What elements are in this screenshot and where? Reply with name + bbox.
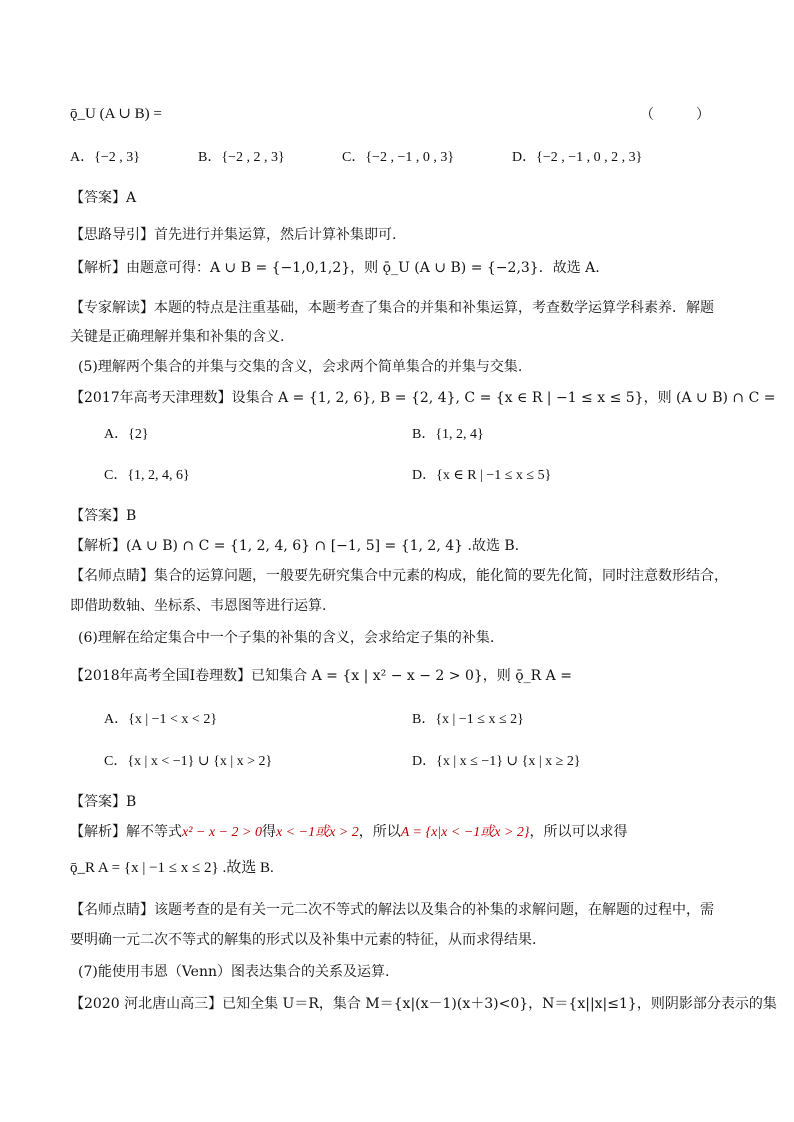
q2-option-c: C．{1, 2, 4, 6} bbox=[104, 468, 190, 483]
q2-answer: 【答案】B bbox=[70, 508, 137, 524]
q1-guide: 【思路导引】首先进行并集运算，然后计算补集即可. bbox=[70, 227, 397, 243]
q3-analysis-line2: ǭ_R A = {x | −1 ≤ x ≤ 2} .故选 B. bbox=[70, 860, 274, 876]
q4-stem: 【2020 河北唐山高三】已知全集 U＝R，集合 M＝{x|(x－1)(x＋3)<0}，N＝{x||x|≤1}，则阴影部分表示的集 bbox=[70, 996, 777, 1012]
q2-option-b: B．{1, 2, 4} bbox=[412, 427, 484, 442]
q1-stem: ǭ_U (A ∪ B) = bbox=[70, 106, 162, 122]
q2-analysis: 【解析】(A ∪ B) ∩ C = {1, 2, 4, 6} ∩ [−1, 5] = {1, 2, 4} .故选 B. bbox=[70, 538, 520, 554]
q2-tip-line1: 【名师点睛】集合的运算问题，一般要先研究集合中元素的构成，能化简的要先化简，同时注意数形结合， bbox=[70, 568, 728, 584]
q3-analysis-part-a: 【解析】解不等式 bbox=[70, 824, 182, 840]
q1-analysis: 【解析】由题意可得：A ∪ B = {−1,0,1,2}，则 ǭ_U (A ∪ B) = {−2,3}．故选 A. bbox=[70, 260, 600, 276]
q1-option-d: D．{−2 , −1 , 0 , 2 , 3} bbox=[512, 150, 643, 165]
q3-analysis bbox=[70, 822, 628, 843]
q3-option-c: C．{x | x < −1} ∪ {x | x > 2} bbox=[104, 754, 273, 769]
q3-answer: 【答案】B bbox=[70, 794, 137, 810]
q2-stem: 【2017年高考天津理数】设集合 A = {1, 2, 6}, B = {2, 4}, C = {x ∈ R | −1 ≤ x ≤ 5}，则 (A ∪ B) ∩ C = bbox=[70, 390, 776, 406]
q3-analysis-part-d: ，所以可以求得 bbox=[529, 824, 628, 840]
q3-stem: 【2018年高考全国Ⅰ卷理数】已知集合 A = {x | x² − x − 2 > 0}，则 ǭ_R A = bbox=[70, 668, 572, 684]
q2-option-a: A．{2} bbox=[104, 427, 149, 442]
q3-analysis-red-3: A = {x|x < −1或x > 2} bbox=[400, 825, 530, 840]
q1-paren: （ ） bbox=[640, 107, 724, 123]
q3-option-d: D．{x | x ≤ −1} ∪ {x | x ≥ 2} bbox=[412, 754, 581, 769]
q1-expert-line2: 关键是正确理解并集和补集的含义. bbox=[70, 329, 285, 345]
q2-option-d: D．{x ∈ R | −1 ≤ x ≤ 5} bbox=[412, 468, 552, 483]
q1-expert-line1: 【专家解读】本题的特点是注重基础，本题考查了集合的并集和补集运算，考查数学运算学科素养．解题 bbox=[70, 300, 714, 316]
q3-tip-line2: 要明确一元二次不等式的解集的形式以及补集中元素的特征，从而求得结果. bbox=[70, 932, 537, 948]
q3-tip-line1: 【名师点睛】该题考查的是有关一元二次不等式的解法以及集合的补集的求解问题，在解题的过程中，需 bbox=[70, 902, 714, 918]
q1-option-b: B．{−2 , 2 , 3} bbox=[198, 150, 285, 165]
q3-option-b: B．{x | −1 ≤ x ≤ 2} bbox=[412, 712, 524, 727]
q3-option-a: A．{x | −1 < x < 2} bbox=[104, 712, 218, 727]
q3-analysis-red-1: x² − x − 2 > 0 bbox=[182, 825, 262, 840]
q1-option-c: C．{−2 , −1 , 0 , 3} bbox=[342, 150, 455, 165]
q1-option-a: A．{−2 , 3} bbox=[70, 150, 140, 165]
section-6-heading: (6)理解在给定集合中一个子集的补集的含义，会求给定子集的补集. bbox=[78, 630, 495, 646]
q3-analysis-part-c: ，所以 bbox=[358, 824, 401, 840]
section-7-heading: (7)能使用韦恩（Venn）图表达集合的关系及运算. bbox=[78, 964, 390, 980]
section-5-heading: (5)理解两个集合的并集与交集的含义，会求两个简单集合的并集与交集. bbox=[78, 359, 523, 375]
q3-analysis-part-b: 得 bbox=[261, 824, 276, 840]
q3-analysis-red-2: x < −1或x > 2 bbox=[275, 825, 359, 840]
q1-answer: 【答案】A bbox=[70, 190, 137, 206]
q2-tip-line2: 即借助数轴、坐标系、韦恩图等进行运算. bbox=[70, 598, 327, 614]
